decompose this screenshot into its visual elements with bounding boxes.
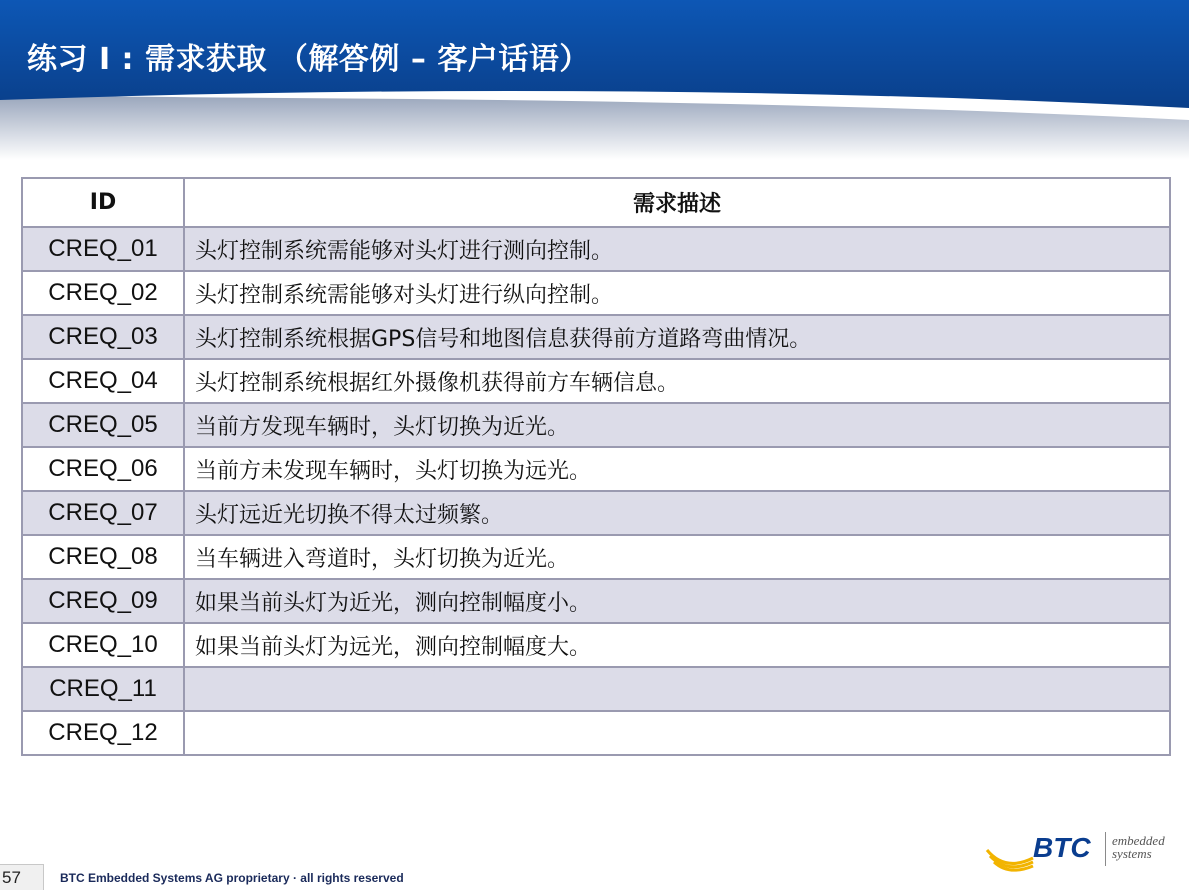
requirement-description: 头灯远近光切换不得太过频繁。 xyxy=(184,491,1170,535)
title-banner-graphic xyxy=(0,0,1189,160)
btc-brand-text: BTC xyxy=(1033,832,1091,863)
table-row xyxy=(22,579,1170,623)
table-row xyxy=(22,667,1170,711)
header-id: ID xyxy=(22,178,184,227)
footer-copyright: BTC Embedded Systems AG proprietary · all rights reserved xyxy=(60,871,404,885)
requirement-id: CREQ_08 xyxy=(22,535,184,579)
requirement-id: CREQ_06 xyxy=(22,447,184,491)
page-number: 57 xyxy=(0,864,44,890)
table-row xyxy=(22,315,1170,359)
table-row xyxy=(22,271,1170,315)
title-banner xyxy=(0,0,1189,160)
requirement-id: CREQ_03 xyxy=(22,315,184,359)
requirement-id: CREQ_10 xyxy=(22,623,184,667)
requirement-id: CREQ_02 xyxy=(22,271,184,315)
requirement-id: CREQ_07 xyxy=(22,491,184,535)
requirement-description: 当前方未发现车辆时，头灯切换为远光。 xyxy=(184,447,1170,491)
logo-tagline xyxy=(1112,834,1178,860)
logo-tagline-line-2: systems xyxy=(1112,846,1152,861)
requirement-id: CREQ_11 xyxy=(22,667,184,711)
table-row xyxy=(22,359,1170,403)
requirement-description xyxy=(184,711,1170,755)
table-row xyxy=(22,623,1170,667)
requirement-id: CREQ_05 xyxy=(22,403,184,447)
requirement-description: 当前方发现车辆时，头灯切换为近光。 xyxy=(184,403,1170,447)
table-row xyxy=(22,535,1170,579)
requirement-description: 如果当前头灯为远光，测向控制幅度大。 xyxy=(184,623,1170,667)
table-row xyxy=(22,403,1170,447)
requirement-description: 头灯控制系统根据红外摄像机获得前方车辆信息。 xyxy=(184,359,1170,403)
requirement-description: 头灯控制系统需能够对头灯进行纵向控制。 xyxy=(184,271,1170,315)
requirement-description: 如果当前头灯为近光，测向控制幅度小。 xyxy=(184,579,1170,623)
table-row xyxy=(22,711,1170,755)
slide-title: 练习 I : 需求获取 （解答例 – 客户话语） xyxy=(27,42,590,77)
requirement-description xyxy=(184,667,1170,711)
logo-divider xyxy=(1105,832,1106,866)
header-description: 需求描述 xyxy=(184,178,1170,227)
requirement-description: 当车辆进入弯道时，头灯切换为近光。 xyxy=(184,535,1170,579)
requirement-id: CREQ_09 xyxy=(22,579,184,623)
requirement-id: CREQ_04 xyxy=(22,359,184,403)
btc-logo xyxy=(985,828,1180,878)
logo-tagline-line-1: embedded xyxy=(1112,833,1165,848)
requirement-id: CREQ_12 xyxy=(22,711,184,755)
btc-swoosh-icon xyxy=(985,828,1035,878)
table-row xyxy=(22,447,1170,491)
table-header-row xyxy=(22,178,1170,227)
requirements-table xyxy=(21,177,1171,756)
table-row xyxy=(22,227,1170,271)
requirement-id: CREQ_01 xyxy=(22,227,184,271)
requirement-description: 头灯控制系统需能够对头灯进行测向控制。 xyxy=(184,227,1170,271)
table-row xyxy=(22,491,1170,535)
requirement-description: 头灯控制系统根据GPS信号和地图信息获得前方道路弯曲情况。 xyxy=(184,315,1170,359)
